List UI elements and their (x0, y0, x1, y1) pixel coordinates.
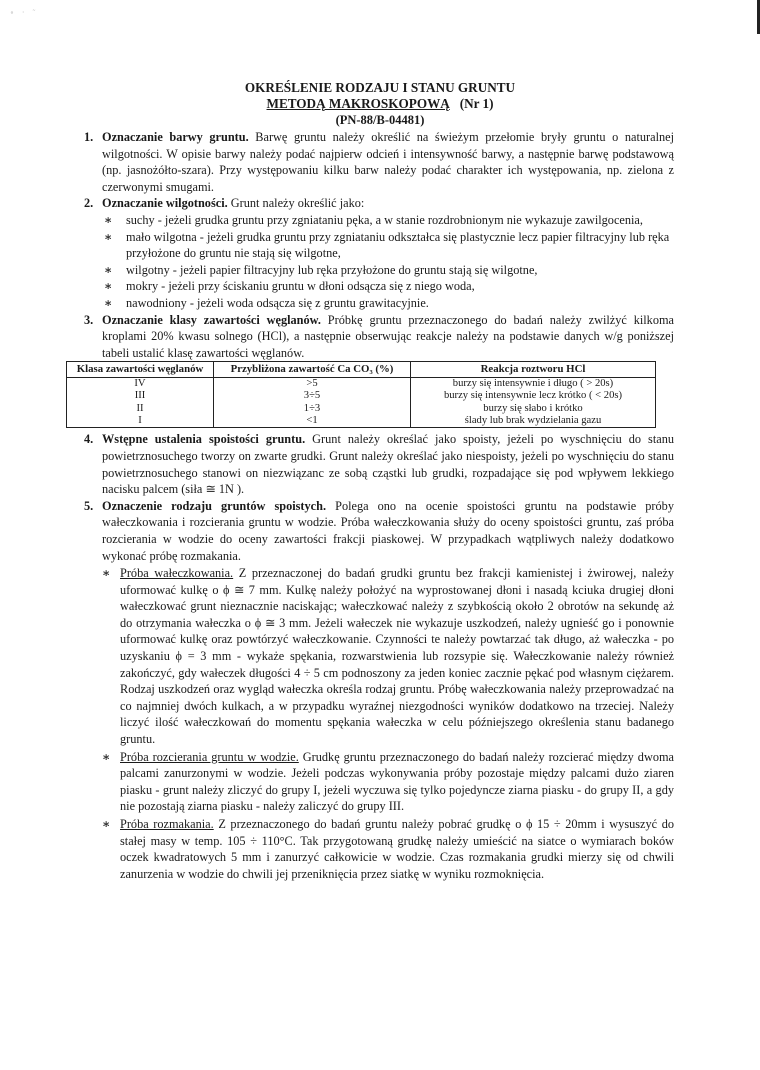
table-row (67, 415, 656, 428)
table-cell: 3÷5 (214, 390, 411, 402)
table-row (67, 390, 656, 402)
subsection-text: Grudkę gruntu przeznaczonego do badań należy rozcierać między dwoma palcami zanurzonymi w wodzie. Jeżeli podczas wykonywania próby pozostaje między palcami dużo ziaren piasku - grunt należy zliczyć do grupy I, jeżeli wyczuwa się tylko pojedyncze ziarna piasku - do grupy II, a gdy nie pozostają ziarna piasku - należy zaliczyć do grupy III. (120, 749, 674, 814)
table-cell: III (67, 390, 214, 402)
section-5 (84, 498, 674, 883)
moisture-list (102, 212, 674, 312)
section-1 (84, 129, 674, 195)
title-line-2 (0, 96, 760, 112)
list-item: ∗ nawodniony - jeżeli woda odsącza się z gruntu grawitacyjnie. (102, 295, 674, 312)
subsection-text: Z przeznaczonej do badań grudki gruntu bez frakcji kamienistej i żwirowej, należy uformować kulkę o ϕ ≅ 7 mm. Kulkę należy położyć na wyprostowanej dłoni i nasadą kciuka drugiej dłoni wałeczkować grunt nieznacznie naciskając; wałeczkować należy z szybkością około 2 obrotów na sekundę aż do otrzymania wałeczka o ϕ ≅ 3 mm. Jeżeli wałeczek nie wykazuje uszkodzeń, należy ugnieść go i ponownie uformować kulkę oraz powtórzyć wałeczkowanie. Czynności te należy powtarzać tak długo, aż wałeczka - po uzyskaniu ϕ = 3 mm - wykaże spękania, rozwarstwienia lub rozsypie się. Wałeczkowanie należy również zakończyć, gdy wałeczek długości 4 ÷ 5 cm podnoszony za jeden koniec zacznie pękać pod własnym ciężarem. Rodzaj uszkodzeń oraz wygląd wałeczka określa rodzaj gruntu. Próbę wałeczkowania należy przeprowadzać na co najmniej dwóch kulkach, a w przypadku wyraźnej niezgodności wyników dodatkowo na trzeciej. Należy liczyć ilość wałeczkowań do momentu spękania wałeczka w celu późniejszego określenia stanu badanego gruntu. (120, 566, 675, 747)
section-3 (84, 312, 674, 362)
table-cell: burzy się intensywnie lecz krótko ( < 20s) (411, 390, 656, 402)
section-text: Grunt należy określać jako spoisty, jeżeli po wyschnięciu do stanu powietrznosuchego tworzy on zwarte grudki. Grunt należy określać jako niespoisty, jeżeli po wyschnięciu do stanu powietrznosuchego stanowi on niezwiązanc ze sobą cząstki lub grudki, rozpadające się pod wpływem lekkiego nacisku palcem (siła ≅ 1N ). (102, 432, 675, 497)
list-item: ∗ wilgotny - jeżeli papier filtracyjny lub ręka przyłożone do gruntu stają się wilgotne, (102, 262, 674, 279)
section-text: Polega ono na ocenie spoistości gruntu na podstawie próby wałeczkowania i rozcierania gruntu w wodzie. Próba wałeczkowania służy do oceny spoistości gruntu, zaś próba rozcierania w wodzie do oceny zawartości frakcji piaskowej. W przypadkach wątpliwych należy dodatkowo wykonać próbę rozmakania. (102, 498, 674, 563)
list-item: ∗ mało wilgotna - jeżeli grudka gruntu przy zgniataniu odkształca się plastycznie lecz papier filtracyjny lub ręka przyłożone do gruntu nie stają się wilgotne, (102, 229, 674, 262)
table-cell: burzy się słabo i krótko (411, 403, 656, 415)
list-item-text: wilgotny - jeżeli papier filtracyjny lub ręka przyłożone do gruntu stają się wilgotne, (126, 262, 538, 277)
list-item-text: mokry - jeżeli przy ściskaniu gruntu w dłoni odsącza się z niego woda, (126, 279, 475, 294)
section-text: Barwę gruntu należy określić na świeżym przełomie bryły gruntu o naturalnej wilgotności. W opisie barwy należy podać najpierw odcień i intensywność barwy, a następnie barwę podstawową (np. jasnożółto-szara). Przy występowaniu kilku barw należy podać charakter ich występowania, np. zielona z czerwonymi smugami. (102, 130, 675, 194)
list-item-text: suchy - jeżeli grudka gruntu przy zgniataniu pęka, a w stanie rozdrobnionym nie wykazuje zawilgocenia, (126, 212, 643, 227)
table-cell: ślady lub brak wydzielania gazu (411, 415, 656, 428)
list-item: ∗ mokry - jeżeli przy ściskaniu gruntu w dłoni odsącza się z niego woda, (102, 278, 674, 295)
subsection-title: Próba wałeczkowania. (120, 566, 234, 581)
table-header-row (67, 362, 656, 377)
table-cell: >5 (214, 377, 411, 390)
section-2 (84, 195, 674, 311)
section-text: Próbkę gruntu przeznaczonego do badań należy zwilżyć kilkoma kroplami 20% kwasu solnego (HCl), a następnie obserwując reakcje należy na podstawie danych w/g poniższej tabeli ustalić klasę zawartości węglanów. (102, 312, 675, 360)
column-header: Reakcja roztworu HCl (411, 362, 656, 377)
section-number: 3. (84, 312, 94, 327)
title-number: (Nr 1) (459, 96, 494, 111)
subsection-soaking-test: ∗ Próba rozmakania. Z przeznaczonego do badań gruntu należy pobrać grudkę o ϕ 15 ÷ 20mm i wysuszyć do stałej masy w temp. 105 ÷ 110°C. Tak przygotowaną grudkę należy umieścić na siatce o wymiarach boków oczek kwadratowych 5 mm i zanurzyć całkowicie w wodzie. Czas rozmakania grudki mierzy się od chwili zanurzenia w wodzie do chwili jej przeniknięcia przez siatkę w wyniku rozmoknięcia. (102, 817, 674, 881)
table-cell: burzy się intensywnie i długo ( > 20s) (411, 377, 656, 390)
subsection-title: Próba rozcierania gruntu w wodzie. (120, 749, 299, 764)
section-number: 1. (84, 130, 94, 144)
section-text: Grunt należy określić jako: (230, 196, 365, 211)
table-cell: 1÷3 (214, 403, 411, 415)
section-heading: Oznaczanie barwy gruntu. (102, 130, 249, 144)
section-number: 5. (84, 498, 94, 513)
section-4 (84, 431, 674, 497)
title-block (0, 80, 760, 128)
subsection-text: Z przeznaczonego do badań gruntu należy pobrać grudkę o ϕ 15 ÷ 20mm i wysuszyć do stałej masy w temp. 105 ÷ 110°C. Tak przygotowaną grudkę należy umieścić na siatce o wymiarach boków oczek kwadratowych 5 mm i zanurzyć całkowicie w wodzie. Czas rozmakania grudki mierzy się od chwili zanurzenia w wodzie do chwili jej przeniknięcia przez siatkę w wyniku rozmoknięcia. (120, 817, 674, 881)
subsection-rubbing-test: ∗ Próba rozcierania gruntu w wodzie. Grudkę gruntu przeznaczonego do badań należy rozcierać między dwoma palcami zanurzonymi w wodzie. Jeżeli podczas wykonywania próby pozostaje między palcami dużo ziaren piasku - grunt należy zliczyć do grupy I, jeżeli wyczuwa się tylko pojedyncze ziarna piasku - do grupy II, a gdy nie pozostają ziarna piasku - należy zaliczyć do grupy III. (102, 749, 674, 814)
table-cell: <1 (214, 415, 411, 428)
list-item-text: nawodniony - jeżeli woda odsącza się z gruntu grawitacyjnie. (126, 295, 429, 310)
table-row (67, 403, 656, 415)
scan-artifact: ∘ · ˜ (10, 8, 39, 17)
subsection-title: Próba rozmakania. (120, 817, 214, 831)
title-method: METODĄ MAKROSKOPOWĄ (266, 96, 450, 111)
column-header: Przybliżona zawartość Ca CO₃ (%) (214, 362, 411, 377)
list-item: ∗ suchy - jeżeli grudka gruntu przy zgniataniu pęka, a w stanie rozdrobnionym nie wykazuje zawilgocenia, (102, 212, 674, 229)
table-cell: II (67, 403, 214, 415)
list-item-text: mało wilgotna - jeżeli grudka gruntu przy zgniataniu odkształca się plastycznie lecz papier filtracyjny lub ręka przyłożone do gruntu nie stają się wilgotne, (126, 229, 670, 261)
section-heading: Oznaczanie klasy zawartości węglanów. (102, 312, 321, 327)
section-number: 4. (84, 432, 94, 447)
title-standard: (PN-88/B-04481) (335, 113, 425, 127)
table-row (67, 377, 656, 390)
table-cell: IV (67, 377, 214, 390)
section-number: 2. (84, 196, 94, 211)
carbonate-table (66, 361, 656, 428)
column-header: Klasa zawartości węglanów (67, 362, 214, 377)
section-heading: Oznaczenie rodzaju gruntów spoistych. (102, 498, 327, 513)
document-body (76, 129, 675, 882)
table-cell: I (67, 415, 214, 428)
section-heading: Wstępne ustalenia spoistości gruntu. (102, 432, 306, 447)
title-line-1: OKREŚLENIE RODZAJU I STANU GRUNTU (244, 80, 516, 95)
subsection-rolling-test: ∗ Próba wałeczkowania. Z przeznaczonej do badań grudki gruntu bez frakcji kamienistej i żwirowej, należy uformować kulkę o ϕ ≅ 7 mm. Kulkę należy położyć na wyprostowanej dłoni i nasadą kciuka drugiej dłoni wałeczkować grunt nieznacznie naciskając; wałeczkować należy z szybkością około 2 obrotów na sekundę aż do otrzymania wałeczka o ϕ ≅ 3 mm. Jeżeli wałeczek nie wykazuje uszkodzeń, należy ugnieść go i ponownie uformować kulkę oraz powtórzyć wałeczkowanie. Czynności te należy powtarzać tak długo, aż wałeczka - po uzyskaniu ϕ = 3 mm - wykaże spękania, rozwarstwienia lub rozsypie się. Wałeczkowanie należy również zakończyć, gdy wałeczek długości 4 ÷ 5 cm podnoszony za jeden koniec zacznie pękać pod własnym ciężarem. Rodzaj uszkodzeń oraz wygląd wałeczka określa rodzaj gruntu. Próbę wałeczkowania należy przeprowadzać na co najmniej dwóch kulkach, a w przypadku wyraźnej niezgodności wyników dodatkowo na trzeciej. Należy liczyć ilość wałeczkowań do momentu spękania wałeczka w celu późniejszego określenia stanu badanego gruntu. (102, 566, 675, 747)
section-heading: Oznaczanie wilgotności. (102, 196, 228, 211)
